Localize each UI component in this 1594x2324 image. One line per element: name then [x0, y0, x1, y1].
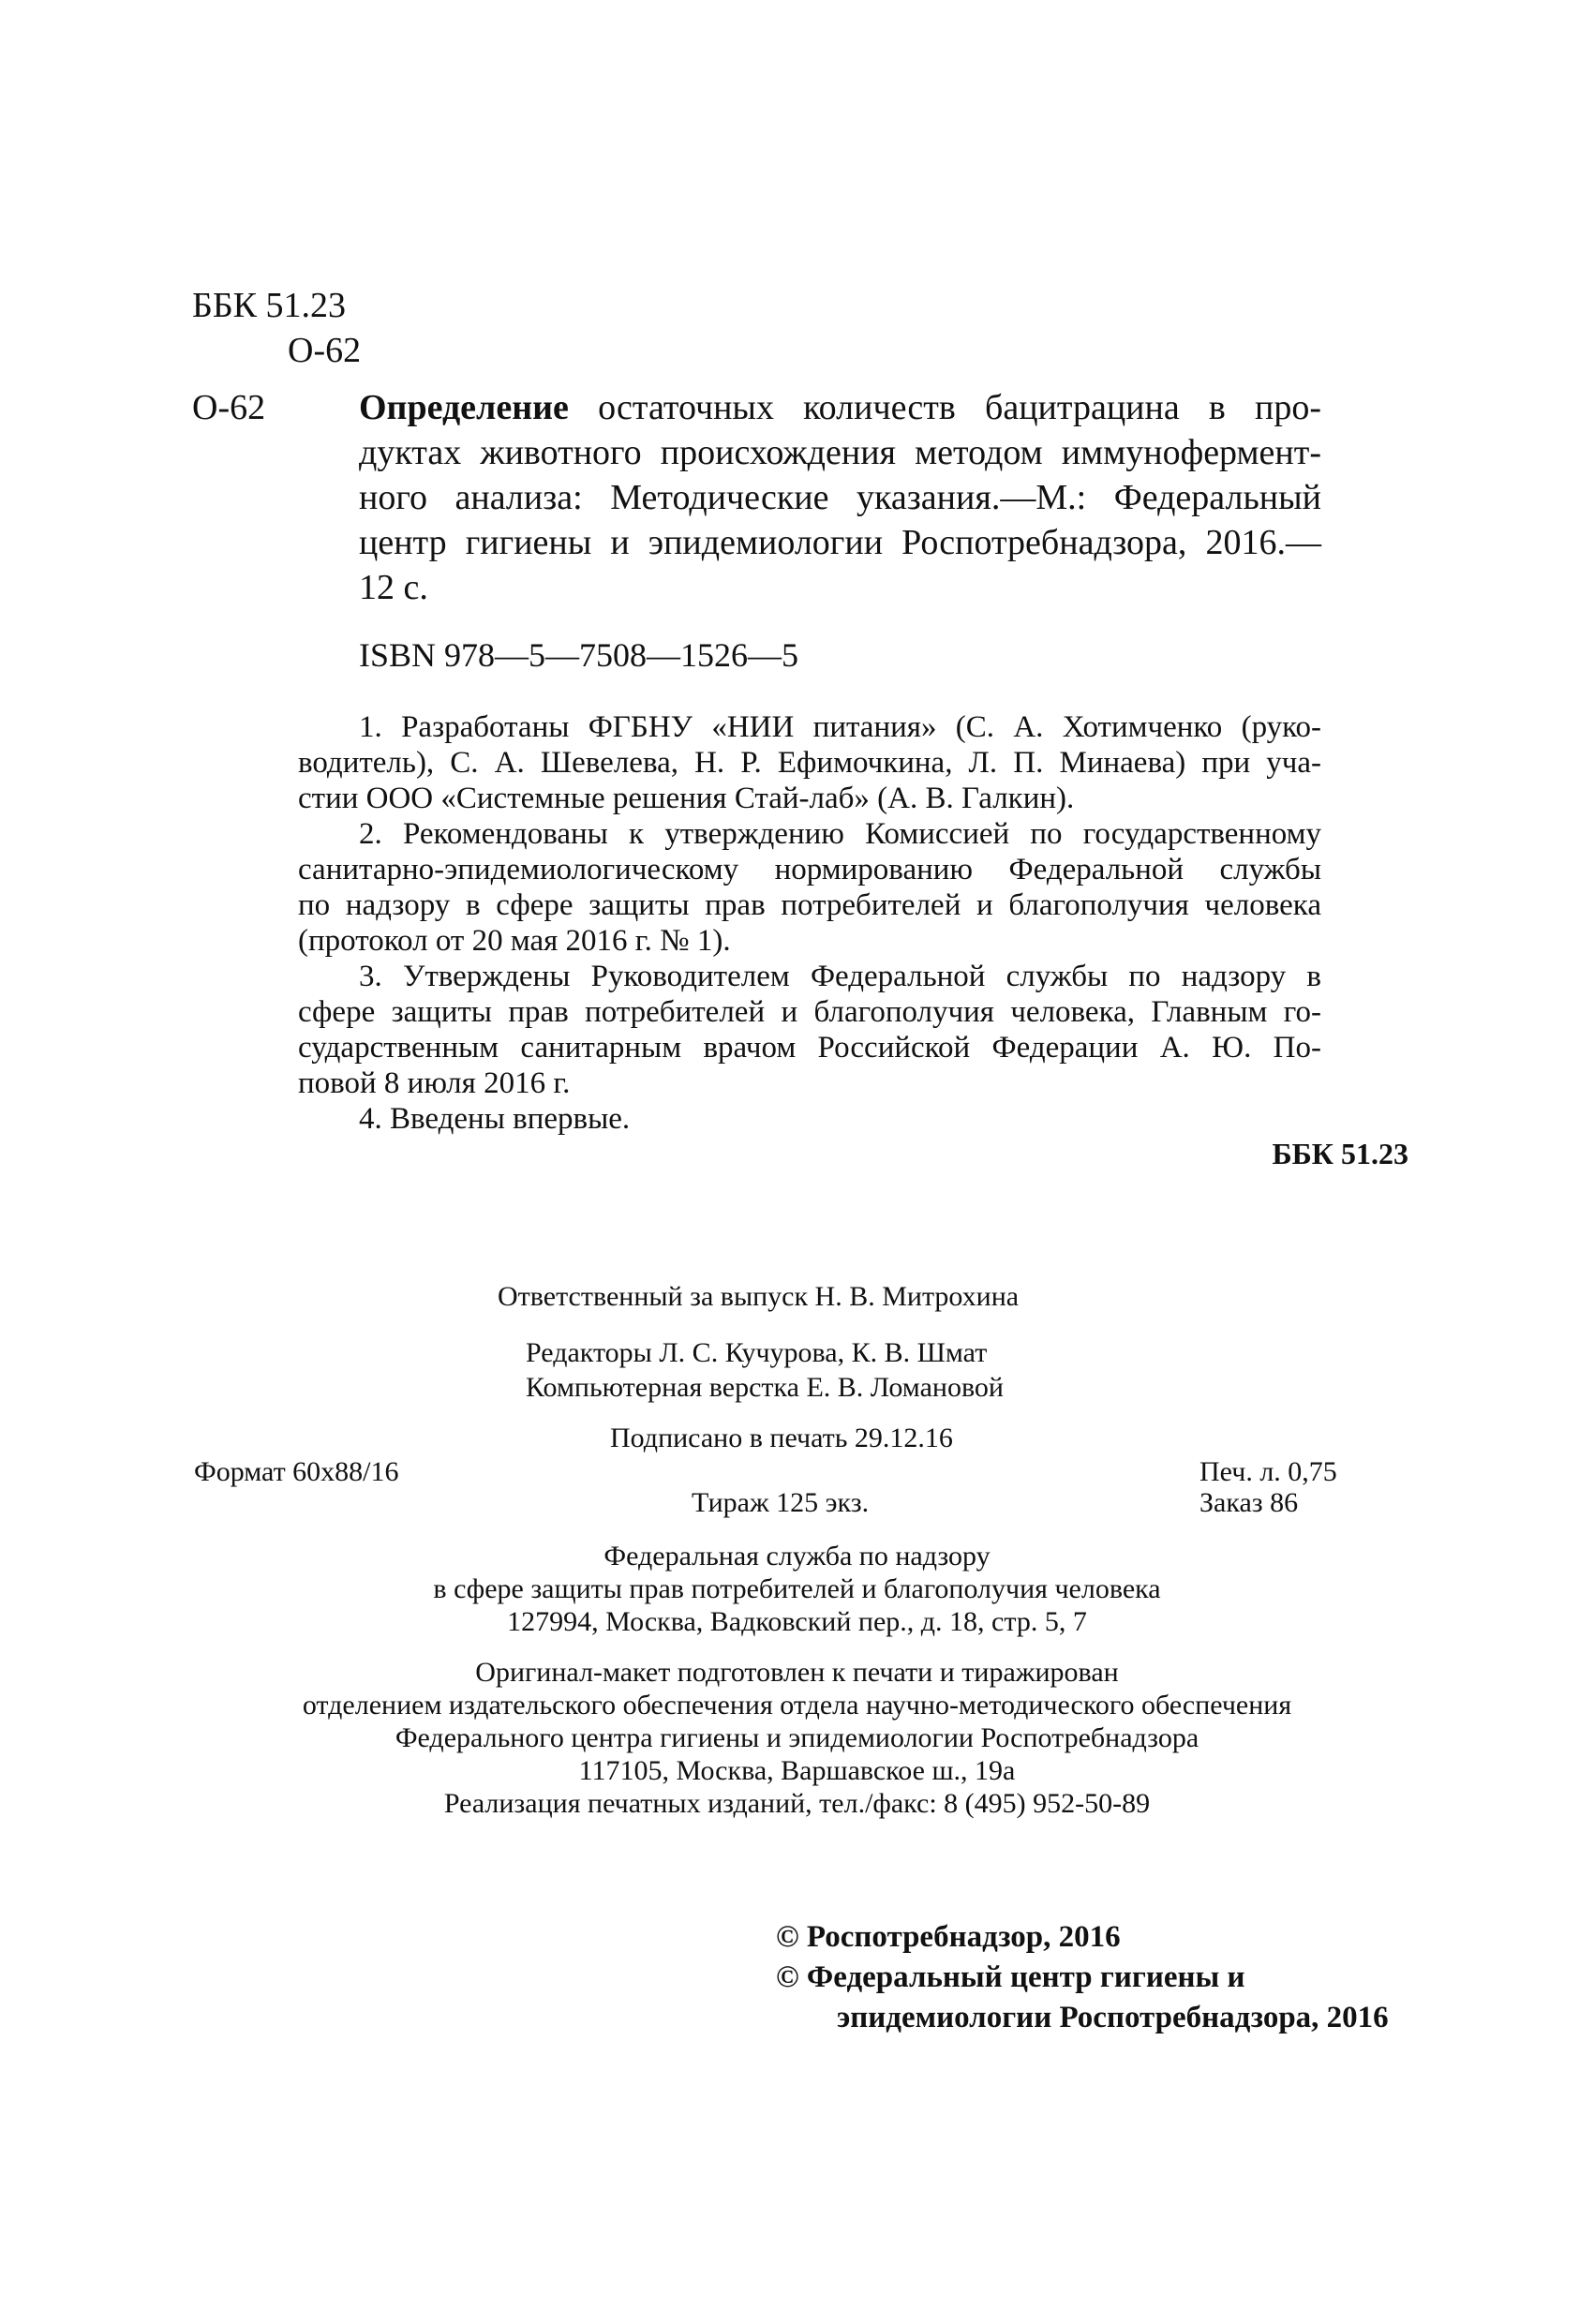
copyright-line: © Федеральный центр гигиены и — [776, 1960, 1245, 1994]
note-line: 2. Рекомендованы к утверждению Комиссией по государственному — [359, 817, 1321, 851]
note-line: сударственным санитарным врачом Российской Федерации А. Ю. По- — [298, 1031, 1321, 1065]
note-line: по надзору в сфере защиты прав потребителей и благополучия человека — [298, 888, 1321, 922]
note-line: повой 8 июля 2016 г. — [298, 1066, 571, 1100]
print-run: Тираж 125 экз. — [692, 1487, 870, 1518]
entry-line — [359, 385, 1321, 430]
publisher-line: 127994, Москва, Вадковский пер., д. 18, стр. 5, 7 — [507, 1606, 1087, 1637]
printer-line: Реализация печатных изданий, тел./факс: 8 (495) 952-50-89 — [443, 1788, 1151, 1819]
isbn: ISBN 978—5—7508—1526—5 — [359, 636, 799, 674]
editors: Редакторы Л. С. Кучурова, К. В. Шмат — [526, 1337, 988, 1368]
note-line: 3. Утверждены Руководителем Федеральной службы по надзору в — [359, 960, 1321, 993]
entry-line-text: остаточных количеств бацитрацина в про- — [598, 388, 1322, 427]
format: Формат 60х88/16 — [194, 1456, 399, 1487]
copyright-line: эпидемиологии Роспотребнадзора, 2016 — [837, 2001, 1389, 2034]
bbk-code-bottom: ББК 51.23 — [1272, 1137, 1408, 1170]
order-number: Заказ 86 — [1199, 1487, 1299, 1518]
publisher-line: Федеральная служба по надзору — [603, 1541, 991, 1572]
author-mark: О-62 — [288, 331, 362, 370]
entry-title: Определение — [359, 388, 569, 427]
entry-line: центр гигиены и эпидемиологии Роспотребнадзора, 2016.— — [359, 523, 1321, 562]
signed-date: Подписано в печать 29.12.16 — [610, 1423, 953, 1453]
printer-line: Федерального центра гигиены и эпидемиологии Роспотребнадзора — [395, 1722, 1199, 1753]
printed-sheets: Печ. л. 0,75 — [1199, 1456, 1337, 1487]
responsible-editor: Ответственный за выпуск Н. В. Митрохина — [498, 1281, 1020, 1312]
note-line: 4. Введены впервые. — [359, 1102, 631, 1136]
note-line: 1. Разработаны ФГБНУ «НИИ питания» (С. А. Хотимченко (руко- — [359, 710, 1321, 744]
note-line: санитарно-эпидемиологическому нормированию Федеральной службы — [298, 853, 1321, 886]
entry-line: 12 с. — [359, 568, 428, 607]
note-line: (протокол от 20 мая 2016 г. № 1). — [298, 924, 731, 958]
printer-line: Оригинал-макет подготовлен к печати и тиражирован — [475, 1657, 1119, 1688]
printer-line: отделением издательского обеспечения отдела научно-методического обеспечения — [302, 1690, 1292, 1721]
note-line: водитель), С. А. Шевелева, Н. Р. Ефимочкина, Л. П. Минаева) при уча- — [298, 746, 1321, 780]
publisher-line: в сфере защиты прав потребителей и благополучия человека — [433, 1573, 1161, 1604]
copyright-line: © Роспотребнадзор, 2016 — [776, 1920, 1121, 1954]
bbk-code: ББК 51.23 — [192, 286, 346, 325]
entry-line: ного анализа: Методические указания.—М.: Федеральный — [359, 478, 1321, 517]
layout-credit: Компьютерная верстка Е. В. Ломановой — [526, 1372, 1004, 1403]
printer-line: 117105, Москва, Варшавское ш., 19а — [578, 1755, 1016, 1786]
entry-line: дуктах животного происхождения методом иммунофермент- — [359, 433, 1321, 472]
note-line: сфере защиты прав потребителей и благополучия человека, Главным го- — [298, 995, 1321, 1029]
note-line: стии ООО «Системные решения Стай-лаб» (А. В. Галкин). — [298, 782, 1075, 815]
entry-mark: О-62 — [192, 388, 266, 427]
